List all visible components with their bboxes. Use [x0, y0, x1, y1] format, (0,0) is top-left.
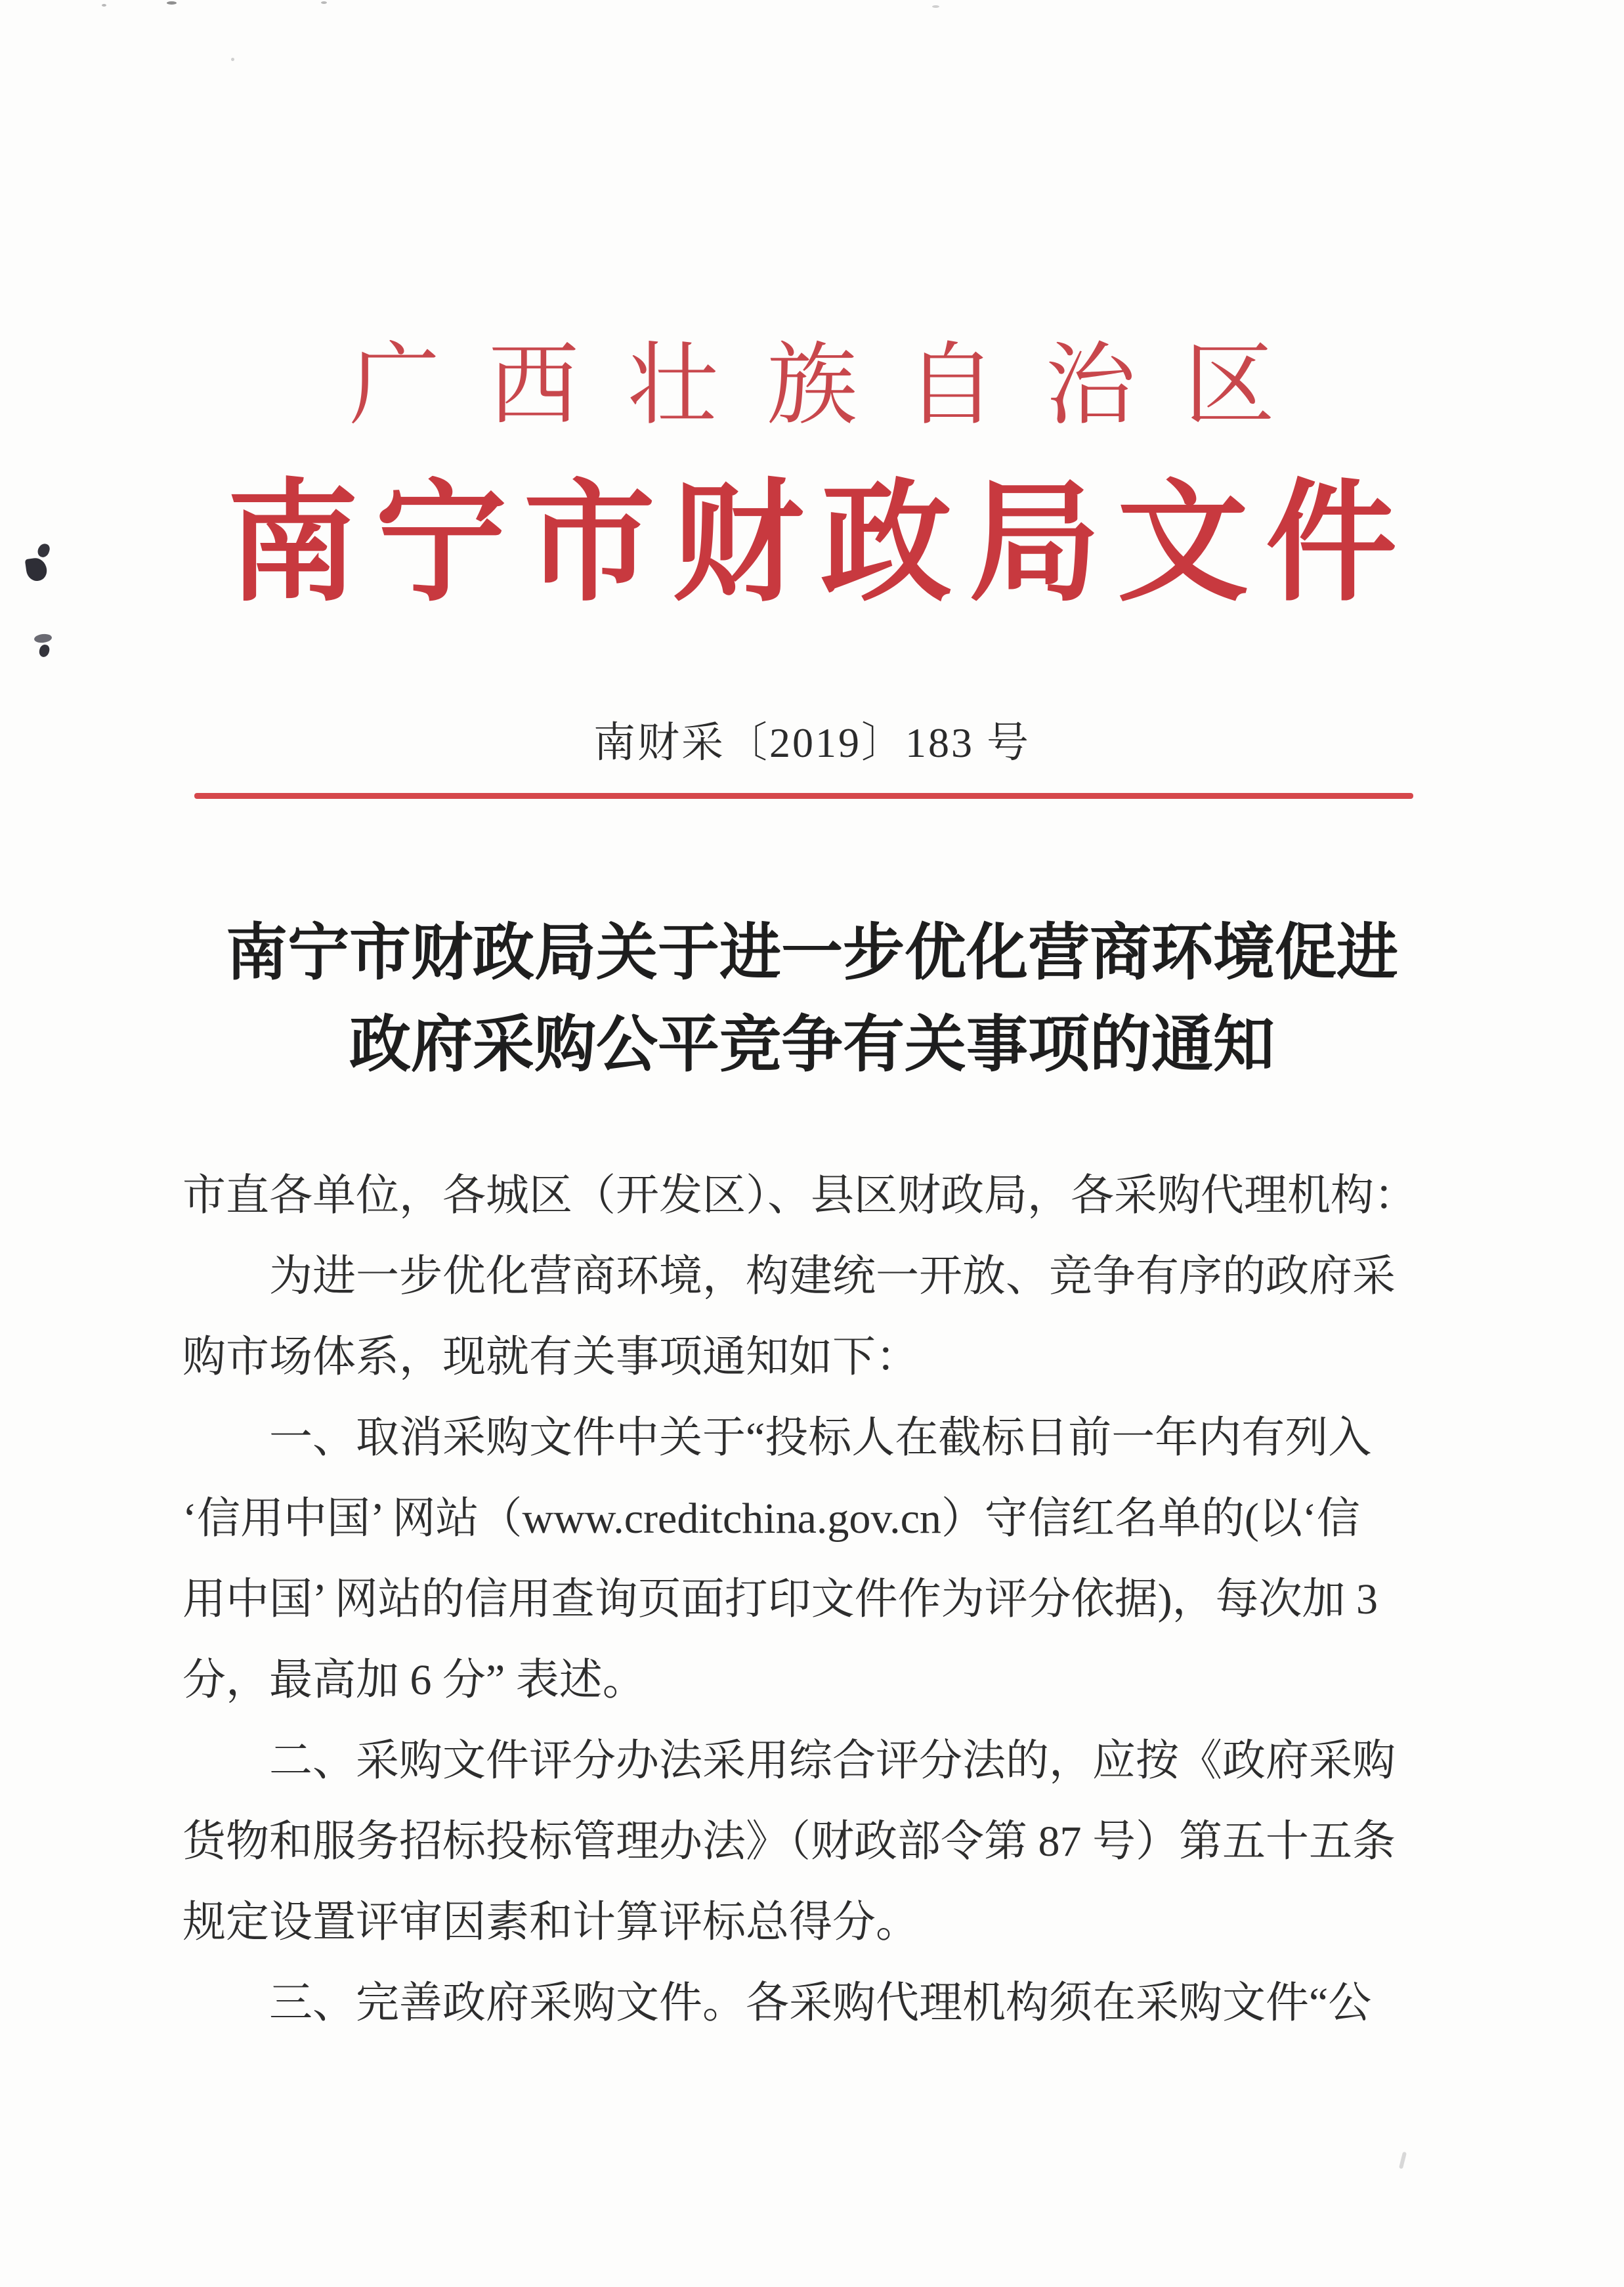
- document-title: [0, 907, 1624, 1091]
- ink-smudge: [33, 633, 52, 644]
- body-line: ‘信用中国’ 网站（www.creditchina.gov.cn）守信红名单的(以‘信: [182, 1495, 1360, 1543]
- body-line: 三、完善政府采购文件。各采购代理机构须在采购文件“公: [269, 1979, 1372, 2027]
- letterhead-organization: 南宁市财政局文件: [226, 472, 1414, 617]
- body-line: 一、取消采购文件中关于“投标人在截标日前一年内有列入: [269, 1414, 1372, 1462]
- scan-speck: [102, 4, 106, 7]
- body-line: 二、采购文件评分办法采用综合评分法的，应按《政府采购: [269, 1737, 1396, 1785]
- body-line: 为进一步优化营商环境，构建统一开放、竞争有序的政府采: [269, 1252, 1396, 1300]
- document-title-line2: 政府采购公平竞争有关事项的通知: [349, 1011, 1275, 1079]
- scan-speck: [932, 5, 939, 8]
- red-divider-line: [194, 793, 1413, 799]
- scan-speck: [1399, 2152, 1407, 2169]
- scan-speck: [167, 1, 177, 5]
- letterhead-region-line: 广西壮族自治区: [349, 335, 1323, 436]
- document-body: [182, 1155, 1456, 2043]
- body-line: 市直各单位，各城区（开发区）、县区财政局，各采购代理机构：: [182, 1172, 1417, 1220]
- document-number: 南财采〔2019〕183 号: [593, 719, 1031, 766]
- body-line: 用中国’ 网站的信用查询页面打印文件作为评分依据)，每次加 3: [182, 1575, 1378, 1623]
- scan-speck: [231, 58, 234, 61]
- body-line: 规定设置评审因素和计算评标总得分。: [182, 1898, 919, 1946]
- body-line: 分，最高加 6 分” 表述。: [182, 1656, 646, 1704]
- document-title-line1: 南宁市财政局关于进一步优化营商环境促进: [225, 919, 1398, 987]
- body-line: 购市场体系，现就有关事项通知如下：: [182, 1333, 919, 1381]
- body-line: 货物和服务招标投标管理办法》（财政部令第 87 号）第五十五条: [182, 1818, 1396, 1866]
- ink-smudge: [38, 644, 50, 658]
- scan-speck: [321, 1, 327, 4]
